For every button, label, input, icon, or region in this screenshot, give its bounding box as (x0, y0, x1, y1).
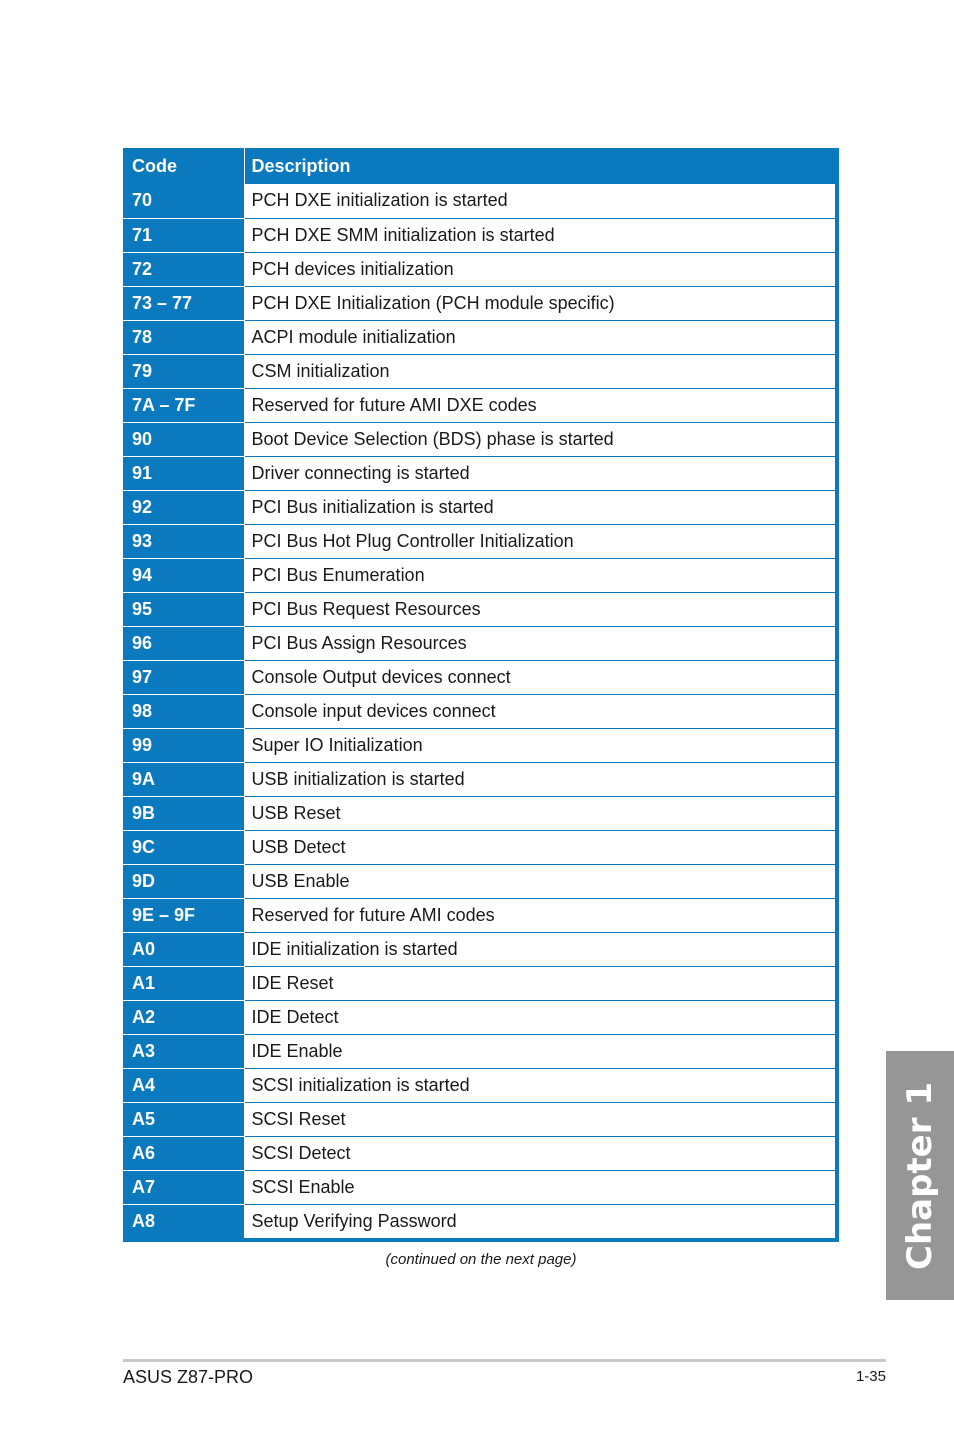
description-cell: USB Enable (244, 864, 835, 898)
description-cell: CSM initialization (244, 354, 835, 388)
description-cell: Setup Verifying Password (244, 1204, 835, 1238)
description-cell: ACPI module initialization (244, 320, 835, 354)
code-cell: 96 (123, 626, 244, 660)
description-cell: SCSI Detect (244, 1136, 835, 1170)
code-cell: 98 (123, 694, 244, 728)
table-row (123, 660, 835, 694)
description-cell: USB Reset (244, 796, 835, 830)
description-cell: SCSI Reset (244, 1102, 835, 1136)
table-row (123, 1000, 835, 1034)
table-row (123, 320, 835, 354)
code-cell: 91 (123, 456, 244, 490)
code-cell: 95 (123, 592, 244, 626)
description-cell: USB Detect (244, 830, 835, 864)
code-cell: A6 (123, 1136, 244, 1170)
description-cell: IDE initialization is started (244, 932, 835, 966)
footer-divider (123, 1359, 886, 1362)
table-row (123, 286, 835, 320)
description-cell: PCH devices initialization (244, 252, 835, 286)
chapter-tab-label: Chapter 1 (900, 1081, 941, 1270)
code-cell: A0 (123, 932, 244, 966)
description-cell: Boot Device Selection (BDS) phase is started (244, 422, 835, 456)
description-cell: PCI Bus Request Resources (244, 592, 835, 626)
table-row (123, 728, 835, 762)
continued-note: (continued on the next page) (385, 1251, 577, 1268)
code-cell: 94 (123, 558, 244, 592)
table-row (123, 626, 835, 660)
code-cell: 97 (123, 660, 244, 694)
description-cell: PCH DXE SMM initialization is started (244, 218, 835, 252)
code-cell: 93 (123, 524, 244, 558)
table-row (123, 490, 835, 524)
table-row (123, 1170, 835, 1204)
table-row (123, 1034, 835, 1068)
table-row (123, 1102, 835, 1136)
table-row (123, 1068, 835, 1102)
code-cell: 7A – 7F (123, 388, 244, 422)
table-row (123, 762, 835, 796)
code-cell: 70 (123, 184, 244, 218)
table-row (123, 1204, 835, 1238)
description-cell: Reserved for future AMI DXE codes (244, 388, 835, 422)
table-row (123, 184, 835, 218)
description-cell: SCSI initialization is started (244, 1068, 835, 1102)
code-cell: A1 (123, 966, 244, 1000)
description-cell: IDE Reset (244, 966, 835, 1000)
table-row (123, 592, 835, 626)
table-row (123, 932, 835, 966)
code-cell: 73 – 77 (123, 286, 244, 320)
table-row (123, 558, 835, 592)
description-cell: Super IO Initialization (244, 728, 835, 762)
table-row (123, 966, 835, 1000)
table-row (123, 830, 835, 864)
table-row (123, 524, 835, 558)
post-code-table-frame (123, 148, 839, 1242)
description-cell: IDE Detect (244, 1000, 835, 1034)
code-column-header: Code (123, 148, 244, 184)
description-cell: Reserved for future AMI codes (244, 898, 835, 932)
description-cell: Driver connecting is started (244, 456, 835, 490)
chapter-tab (886, 1051, 954, 1300)
footer-page-number: 1-35 (855, 1368, 886, 1385)
description-cell: PCH DXE Initialization (PCH module specific) (244, 286, 835, 320)
table-header-row (123, 148, 835, 184)
description-cell: PCI Bus Enumeration (244, 558, 835, 592)
table-row (123, 694, 835, 728)
description-cell: PCI Bus Assign Resources (244, 626, 835, 660)
table-row (123, 218, 835, 252)
footer-product-name: ASUS Z87-PRO (123, 1367, 254, 1387)
description-cell: Console input devices connect (244, 694, 835, 728)
table-body (123, 184, 835, 1238)
code-cell: 9E – 9F (123, 898, 244, 932)
description-column-header: Description (244, 148, 835, 184)
code-cell: 9C (123, 830, 244, 864)
code-cell: A7 (123, 1170, 244, 1204)
description-cell: SCSI Enable (244, 1170, 835, 1204)
table-row (123, 864, 835, 898)
table-row (123, 898, 835, 932)
description-cell: PCH DXE initialization is started (244, 184, 835, 218)
code-cell: A4 (123, 1068, 244, 1102)
description-cell: PCI Bus Hot Plug Controller Initialization (244, 524, 835, 558)
code-cell: 78 (123, 320, 244, 354)
description-cell: PCI Bus initialization is started (244, 490, 835, 524)
code-cell: A5 (123, 1102, 244, 1136)
code-cell: A3 (123, 1034, 244, 1068)
code-cell: 72 (123, 252, 244, 286)
code-cell: 9B (123, 796, 244, 830)
code-cell: 92 (123, 490, 244, 524)
table-row (123, 422, 835, 456)
table-row (123, 388, 835, 422)
description-cell: Console Output devices connect (244, 660, 835, 694)
description-cell: IDE Enable (244, 1034, 835, 1068)
code-cell: A2 (123, 1000, 244, 1034)
post-code-table (123, 148, 835, 1238)
code-cell: 90 (123, 422, 244, 456)
code-cell: 71 (123, 218, 244, 252)
table-row (123, 796, 835, 830)
code-cell: 9A (123, 762, 244, 796)
table-row (123, 1136, 835, 1170)
code-cell: 79 (123, 354, 244, 388)
code-cell: 9D (123, 864, 244, 898)
table-row (123, 252, 835, 286)
description-cell: USB initialization is started (244, 762, 835, 796)
code-cell: A8 (123, 1204, 244, 1238)
code-cell: 99 (123, 728, 244, 762)
table-row (123, 354, 835, 388)
table-row (123, 456, 835, 490)
